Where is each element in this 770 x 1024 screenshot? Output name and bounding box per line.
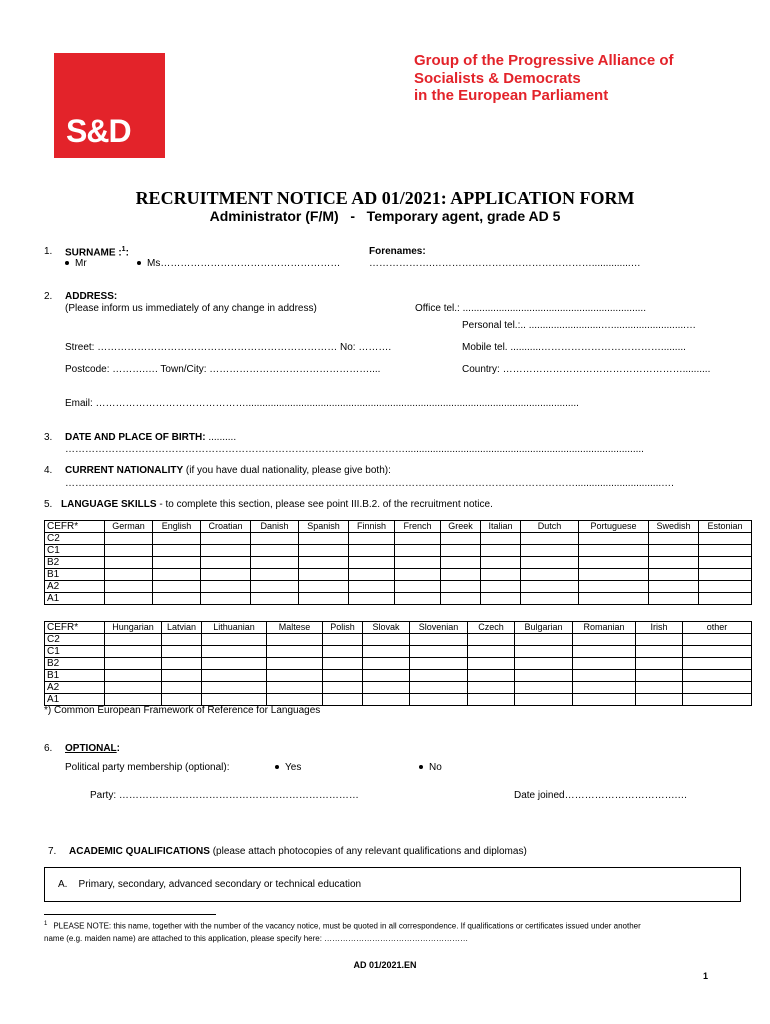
page-footnote-text-1: PLEASE NOTE: this name, together with the number of the vacancy notice, must be quoted in all correspondence. If qualifications or certificates issued under another [53,921,641,931]
education-box-a[interactable] [44,867,741,902]
surname-label-text: SURNAME : [65,247,122,259]
language-header: Portuguese [579,521,649,533]
language-label [61,499,493,510]
level-cell[interactable] [468,658,515,670]
address-label: ADDRESS: [65,291,118,302]
surname-colon: : [125,247,129,259]
option-yes[interactable] [275,762,301,773]
level-cell[interactable] [573,682,636,694]
level-cell[interactable] [481,581,521,593]
level-cell[interactable] [699,581,752,593]
level-cell[interactable] [105,533,153,545]
bullet-icon [137,261,141,265]
s6-num: 6. [44,743,53,754]
language-header: Italian [481,521,521,533]
level-cell[interactable] [649,545,699,557]
level-cell[interactable] [162,670,202,682]
level-cell[interactable] [481,545,521,557]
level-cell[interactable] [468,682,515,694]
email-field[interactable]: Email: ………………………………………........................................................................................................................ [65,398,579,409]
level-cell[interactable] [699,569,752,581]
optional-colon: : [116,743,121,754]
s7-num: 7. [48,846,57,857]
cefr-level: C2 [45,634,105,646]
org-line-2: Socialists & Democrats [414,69,581,87]
language-header: Polish [323,622,363,634]
page-footnote-line-1 [44,921,641,931]
page-number: 1 [703,971,709,981]
level-cell[interactable] [251,533,299,545]
level-cell[interactable] [441,545,481,557]
language-header: Hungarian [105,622,162,634]
level-cell[interactable] [515,670,573,682]
bullet-icon [275,765,279,769]
level-cell[interactable] [683,646,752,658]
level-cell[interactable] [573,670,636,682]
level-cell[interactable] [299,593,349,605]
ms-field: Ms……………………………………………… [147,258,341,269]
cefr-level: B1 [45,670,105,682]
level-cell[interactable] [515,634,573,646]
cefr-level: B1 [45,569,105,581]
level-cell[interactable] [105,646,162,658]
surname-label [65,246,129,258]
language-header: Lithuanian [202,622,267,634]
level-cell[interactable] [105,593,153,605]
language-header: Slovenian [410,622,468,634]
language-header-row [45,622,752,634]
footnote-divider [44,914,216,915]
language-header: Latvian [162,622,202,634]
language-header: Romanian [573,622,636,634]
level-cell[interactable] [579,581,649,593]
nationality-label-text: CURRENT NATIONALITY [65,465,184,476]
level-cell[interactable] [395,581,441,593]
level-cell[interactable] [521,593,579,605]
level-cell[interactable] [105,581,153,593]
level-cell[interactable] [636,634,683,646]
level-cell[interactable] [153,569,201,581]
level-cell[interactable] [515,658,573,670]
level-cell[interactable] [395,593,441,605]
level-cell[interactable] [323,682,363,694]
address-note: (Please inform us immediately of any change in address) [65,303,317,314]
level-cell[interactable] [267,670,323,682]
table-row [45,545,752,557]
table-row [45,581,752,593]
level-cell[interactable] [579,569,649,581]
level-cell[interactable] [201,593,251,605]
academic-label [69,846,527,857]
page-footnote-num: 1 [44,921,48,927]
level-cell[interactable] [363,670,410,682]
level-cell[interactable] [699,593,752,605]
level-cell[interactable] [699,557,752,569]
table-row [45,682,752,694]
level-cell[interactable] [363,658,410,670]
level-cell[interactable] [105,694,162,706]
level-cell[interactable] [649,557,699,569]
level-cell[interactable] [441,533,481,545]
level-cell[interactable] [267,658,323,670]
language-header: Maltese [267,622,323,634]
level-cell[interactable] [521,581,579,593]
level-cell[interactable] [349,557,395,569]
cefr-level: C2 [45,533,105,545]
cefr-footnote: *) Common European Framework of Reference for Languages [44,705,321,716]
level-cell[interactable] [349,569,395,581]
level-cell[interactable] [363,646,410,658]
language-header: Dutch [521,521,579,533]
language-label-text: LANGUAGE SKILLS [61,499,157,510]
title-mr[interactable] [65,258,87,269]
level-cell[interactable] [201,557,251,569]
birth-label-text: DATE AND PLACE OF BIRTH: [65,432,206,443]
political-label: Political party membership (optional): [65,762,230,773]
level-cell[interactable] [105,545,153,557]
language-header: Greek [441,521,481,533]
level-cell[interactable] [323,634,363,646]
level-cell[interactable] [699,545,752,557]
table-row [45,670,752,682]
s2-num: 2. [44,291,53,302]
level-cell[interactable] [153,581,201,593]
level-cell[interactable] [267,646,323,658]
language-header: Spanish [299,521,349,533]
language-header: English [153,521,201,533]
s4-num: 4. [44,465,53,476]
language-header: French [395,521,441,533]
s3-num: 3. [44,432,53,443]
level-cell[interactable] [201,545,251,557]
level-cell[interactable] [468,646,515,658]
cefr-header: CEFR* [45,521,105,533]
level-cell[interactable] [649,581,699,593]
cefr-level: A2 [45,581,105,593]
level-cell[interactable] [267,682,323,694]
org-line-1: Group of the Progressive Alliance of [414,52,674,69]
cefr-header: CEFR* [45,622,105,634]
logo-text: S&D [66,113,131,149]
level-cell[interactable] [299,569,349,581]
level-cell[interactable] [105,682,162,694]
level-cell[interactable] [481,533,521,545]
birth-field[interactable]: …………………………………………………………………………………………...................................................................................... [65,444,644,455]
optional-label [65,743,120,754]
footnote-ref: 1 [121,246,126,253]
table-row [45,569,752,581]
level-cell[interactable] [395,545,441,557]
level-cell[interactable] [579,533,649,545]
level-cell[interactable] [299,581,349,593]
level-cell[interactable] [410,646,468,658]
level-cell[interactable] [410,682,468,694]
level-cell[interactable] [649,533,699,545]
level-cell[interactable] [349,545,395,557]
level-cell[interactable] [153,593,201,605]
level-cell[interactable] [395,557,441,569]
academic-label-text: ACADEMIC QUALIFICATIONS [69,846,210,857]
s5-num: 5. [44,499,53,510]
level-cell[interactable] [299,533,349,545]
level-cell[interactable] [251,593,299,605]
level-cell[interactable] [521,569,579,581]
level-cell[interactable] [441,569,481,581]
level-cell[interactable] [441,557,481,569]
level-cell[interactable] [573,646,636,658]
birth-label [65,432,236,443]
level-cell[interactable] [323,694,363,706]
level-cell[interactable] [573,634,636,646]
level-cell[interactable] [636,682,683,694]
language-table-1 [44,520,752,605]
level-cell[interactable] [481,593,521,605]
option-no[interactable] [419,762,442,773]
level-cell[interactable] [162,694,202,706]
language-header: Slovak [363,622,410,634]
party-field[interactable]: Party: ……………………………………………………………… [90,790,359,801]
level-cell[interactable] [521,533,579,545]
date-joined-field[interactable]: Date joined…………………………….… [514,790,688,801]
forenames-label: Forenames: [369,246,426,257]
level-cell[interactable] [363,694,410,706]
level-cell[interactable] [468,670,515,682]
table-row [45,634,752,646]
language-table-2 [44,621,752,706]
level-cell[interactable] [363,682,410,694]
cefr-level: A1 [45,593,105,605]
street-field[interactable]: Street: ……………………………………………………………… No: ………. [65,342,392,353]
level-cell[interactable] [468,694,515,706]
level-cell[interactable] [410,658,468,670]
form-subtitle: Administrator (F/M) - Temporary agent, grade AD 5 [209,208,561,224]
cefr-level: A1 [45,694,105,706]
no-label: No [429,762,442,773]
level-cell[interactable] [410,634,468,646]
level-cell[interactable] [202,634,267,646]
cefr-level: B2 [45,658,105,670]
level-cell[interactable] [251,545,299,557]
level-cell[interactable] [441,581,481,593]
nationality-label [65,465,391,476]
cefr-level: B2 [45,557,105,569]
org-line-3: in the European Parliament [414,87,609,104]
level-cell[interactable] [202,682,267,694]
level-cell[interactable] [105,670,162,682]
level-cell[interactable] [395,569,441,581]
level-cell[interactable] [153,533,201,545]
level-cell[interactable] [515,646,573,658]
level-cell[interactable] [299,545,349,557]
level-cell[interactable] [649,569,699,581]
level-cell[interactable] [323,646,363,658]
level-cell[interactable] [323,658,363,670]
level-cell[interactable] [636,646,683,658]
level-cell[interactable] [636,658,683,670]
nationality-note: (if you have dual nationality, please give both): [183,465,391,476]
level-cell[interactable] [573,658,636,670]
level-cell[interactable] [105,569,153,581]
level-cell[interactable] [515,694,573,706]
table-row [45,646,752,658]
table-row [45,557,752,569]
level-cell[interactable] [441,593,481,605]
level-cell[interactable] [683,634,752,646]
level-cell[interactable] [202,670,267,682]
page-footnote-line-2: name (e.g. maiden name) are attached to this application, please specify here: ……………………………………………… [44,934,469,943]
nationality-field[interactable]: ………………………………………………………………………………………………………………………………………...............................…. [65,478,674,489]
level-cell[interactable] [410,694,468,706]
mobile-tel-field[interactable]: Mobile tel. ...........………………………………......... [462,342,686,353]
level-cell[interactable] [521,545,579,557]
language-header: Finnish [349,521,395,533]
cefr-level: C1 [45,545,105,557]
level-cell[interactable] [201,569,251,581]
level-cell[interactable] [683,670,752,682]
level-cell[interactable] [579,593,649,605]
language-header: Estonian [699,521,752,533]
language-header: other [683,622,752,634]
level-cell[interactable] [349,593,395,605]
level-cell[interactable] [699,533,752,545]
level-cell[interactable] [267,634,323,646]
level-cell[interactable] [267,694,323,706]
level-cell[interactable] [683,658,752,670]
level-cell[interactable] [515,682,573,694]
level-cell[interactable] [468,634,515,646]
level-cell[interactable] [153,545,201,557]
level-cell[interactable] [395,533,441,545]
org-name [414,52,674,105]
level-cell[interactable] [579,545,649,557]
language-header: Czech [468,622,515,634]
mr-label: Mr [75,258,87,269]
s1-num: 1. [44,246,53,257]
level-cell[interactable] [636,694,683,706]
level-cell[interactable] [683,694,752,706]
level-cell[interactable] [251,569,299,581]
footer-ref: AD 01/2021.EN [353,960,417,970]
level-cell[interactable] [201,581,251,593]
table-row [45,533,752,545]
language-header: German [105,521,153,533]
level-cell[interactable] [202,646,267,658]
academic-note: (please attach photocopies of any relevant qualifications and diplomas) [209,846,527,857]
level-cell[interactable] [349,581,395,593]
table-row [45,658,752,670]
cefr-level: A2 [45,682,105,694]
level-cell[interactable] [153,557,201,569]
level-cell[interactable] [299,557,349,569]
level-cell[interactable] [410,670,468,682]
level-cell[interactable] [162,658,202,670]
level-cell[interactable] [162,682,202,694]
optional-label-text: OPTIONAL [65,743,117,754]
level-cell[interactable] [105,634,162,646]
office-tel-field[interactable]: Office tel.: .................................................................. [415,303,646,314]
education-box-a-label: A. Primary, secondary, advanced secondary or technical education [58,879,362,890]
sd-logo [54,53,165,158]
language-header: Bulgarian [515,622,573,634]
language-header: Croatian [201,521,251,533]
level-cell[interactable] [202,694,267,706]
level-cell[interactable] [481,569,521,581]
level-cell[interactable] [162,646,202,658]
level-cell[interactable] [202,658,267,670]
level-cell[interactable] [162,634,202,646]
birth-suffix: .......... [205,432,237,443]
language-header-row [45,521,752,533]
yes-label: Yes [285,762,302,773]
postcode-town-field[interactable]: Postcode: ……….…. Town/City: ………………………………………….... [65,364,381,375]
level-cell[interactable] [636,670,683,682]
cefr-level: C1 [45,646,105,658]
level-cell[interactable] [105,557,153,569]
level-cell[interactable] [363,634,410,646]
level-cell[interactable] [649,593,699,605]
language-header: Danish [251,521,299,533]
level-cell[interactable] [683,682,752,694]
table-row [45,694,752,706]
personal-tel-field[interactable]: Personal tel.:.. ..........................…...........................… [462,320,696,331]
form-title: RECRUITMENT NOTICE AD 01/2021: APPLICATION FORM [135,188,635,208]
language-header: Swedish [649,521,699,533]
table-row [45,593,752,605]
level-cell[interactable] [349,533,395,545]
level-cell[interactable] [251,581,299,593]
level-cell[interactable] [201,533,251,545]
forenames-field[interactable]: ……………….…………………………………………..............… [369,258,641,269]
title-ms[interactable] [137,258,340,269]
country-field[interactable]: Country: ……………………………………………….......... [462,364,711,375]
level-cell[interactable] [521,557,579,569]
level-cell[interactable] [323,670,363,682]
level-cell[interactable] [579,557,649,569]
bullet-icon [419,765,423,769]
bullet-icon [65,261,69,265]
level-cell[interactable] [481,557,521,569]
level-cell[interactable] [251,557,299,569]
language-note: - to complete this section, please see point III.B.2. of the recruitment notice. [156,499,493,510]
level-cell[interactable] [105,658,162,670]
language-header: Irish [636,622,683,634]
level-cell[interactable] [573,694,636,706]
